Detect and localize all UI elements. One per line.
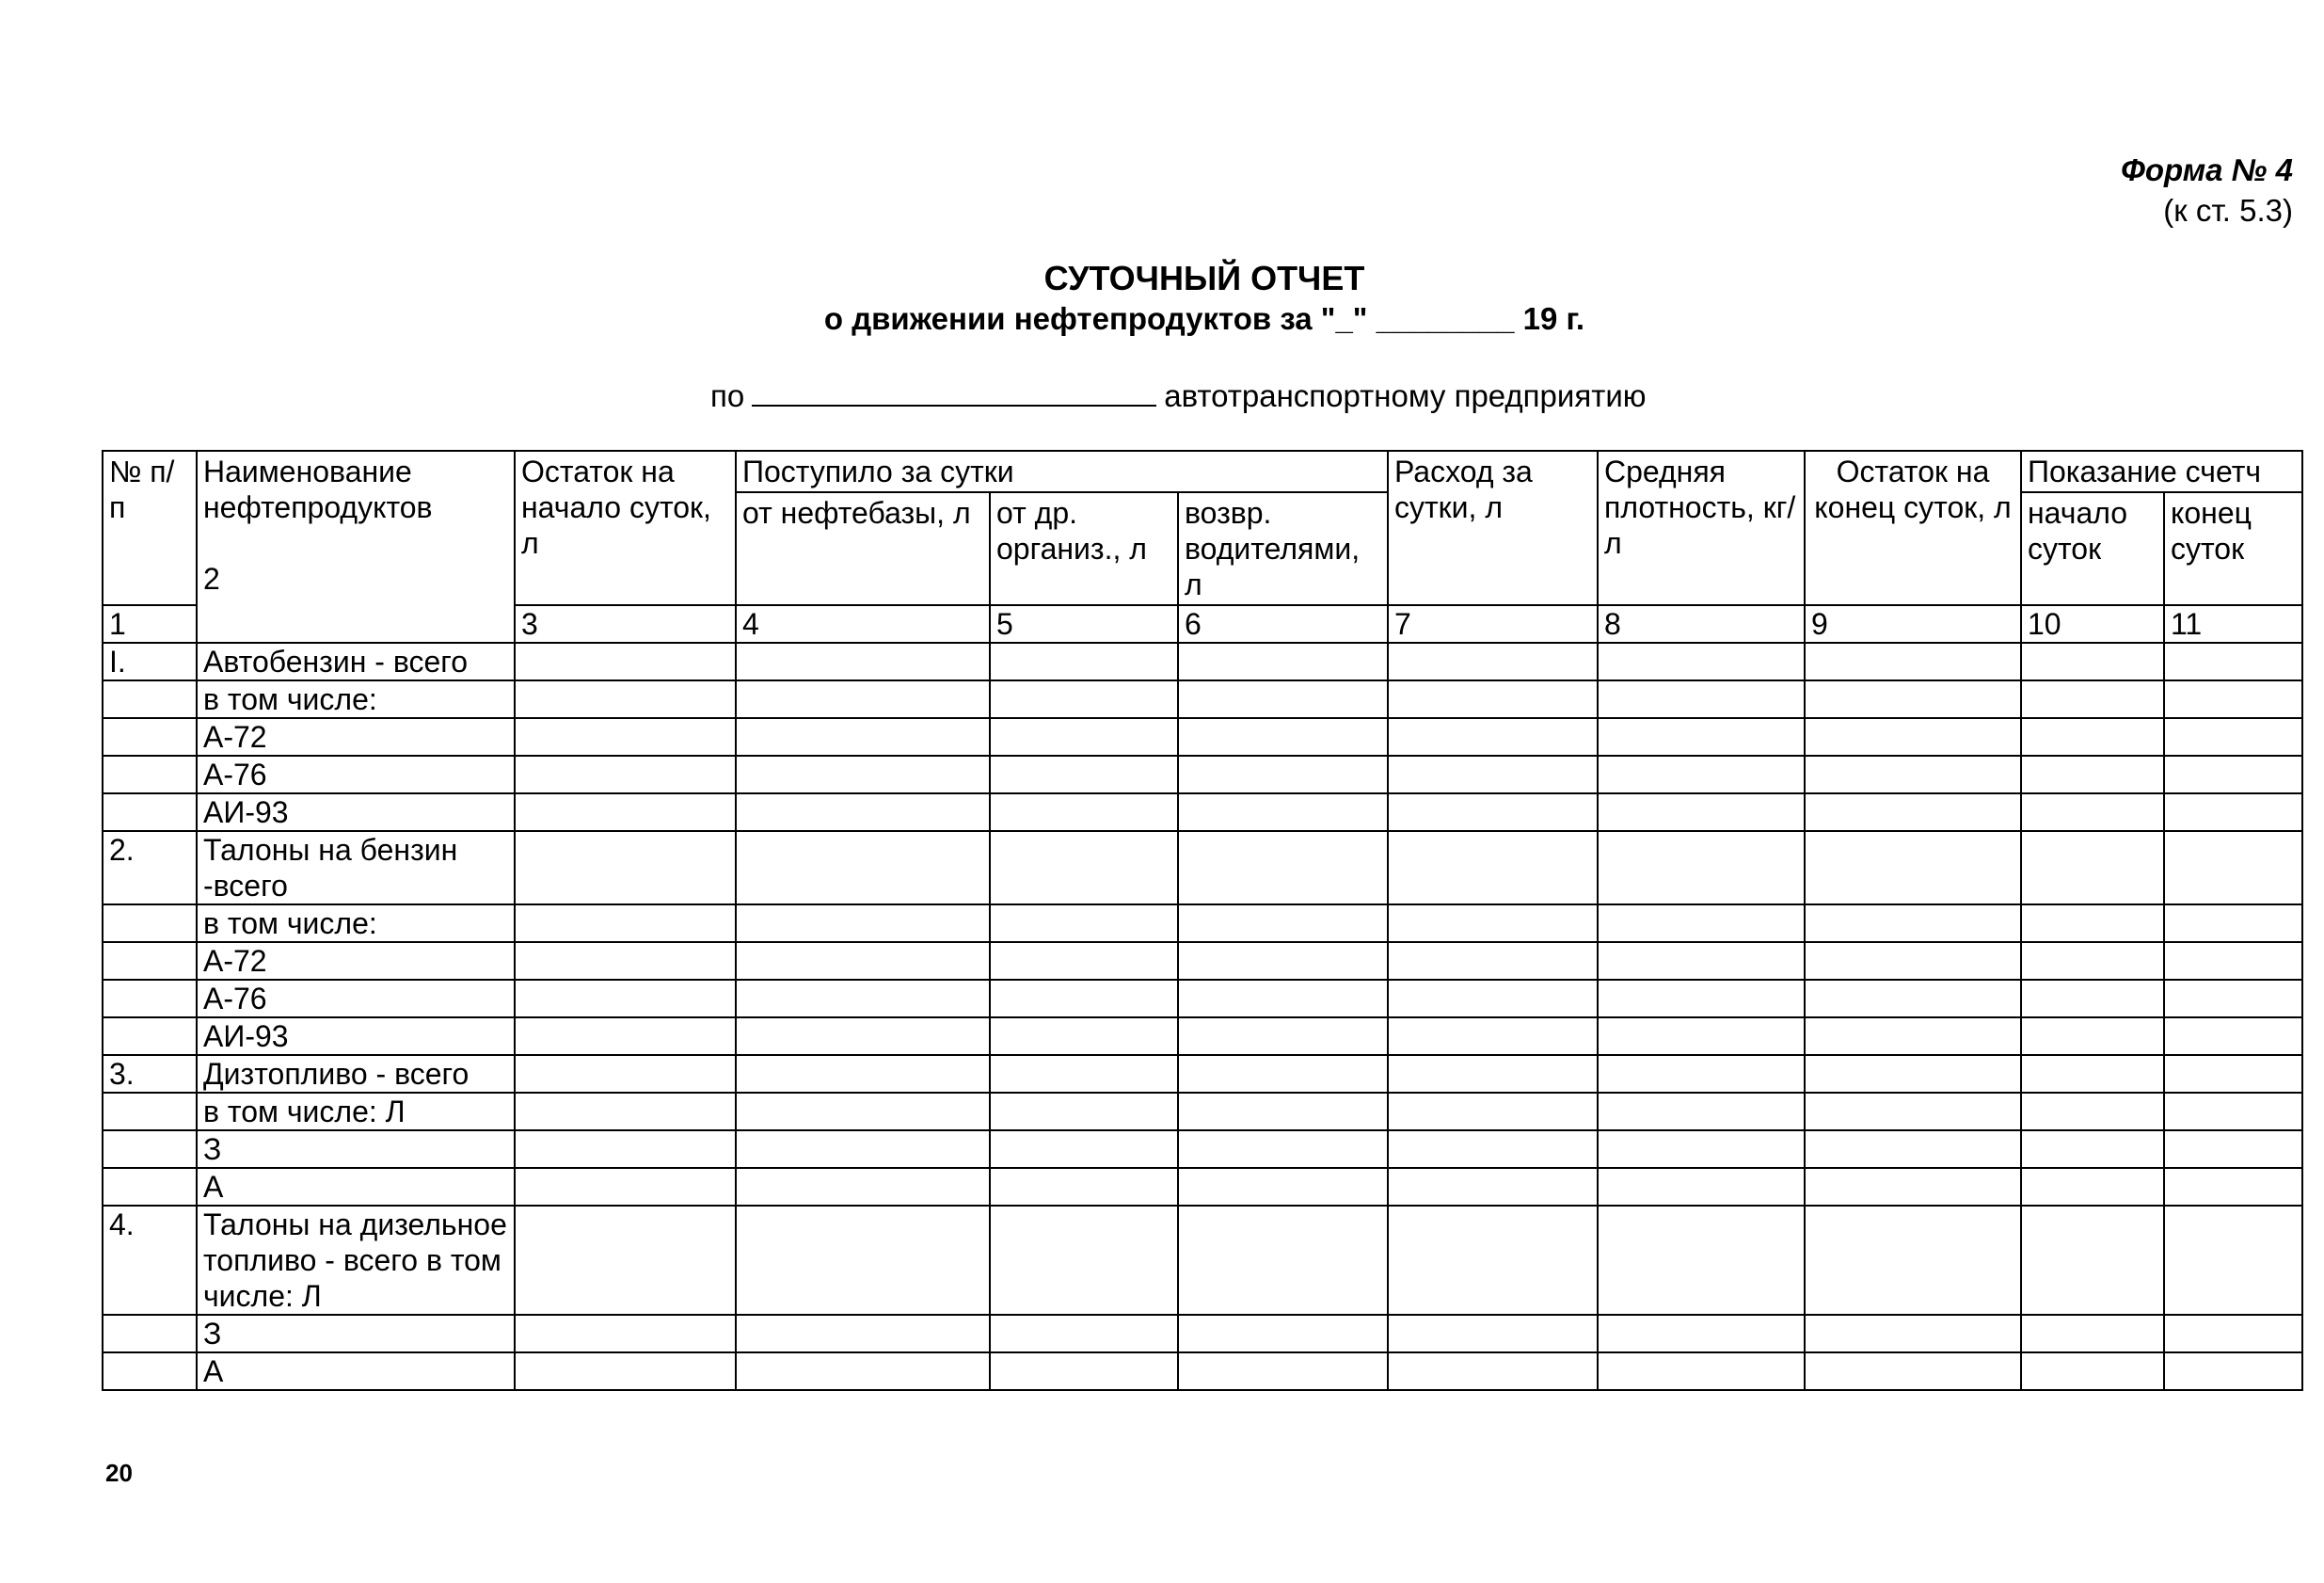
row-value-cell[interactable]: [1805, 1093, 2021, 1130]
row-value-cell[interactable]: [1178, 1093, 1388, 1130]
row-value-cell[interactable]: [736, 1206, 990, 1315]
row-number: [103, 1017, 197, 1055]
row-value-cell[interactable]: [736, 904, 990, 942]
row-value-cell[interactable]: [1178, 1315, 1388, 1352]
table-row: [103, 1055, 2302, 1093]
table-row: [103, 1130, 2302, 1168]
row-value-cell[interactable]: [515, 643, 736, 680]
row-value-cell[interactable]: [2021, 793, 2164, 831]
row-product-name: Дизтопливо - всего: [197, 1055, 515, 1093]
row-value-cell[interactable]: [990, 793, 1178, 831]
col-number: 8: [1598, 605, 1805, 643]
row-value-cell[interactable]: [2021, 942, 2164, 980]
row-value-cell[interactable]: [2164, 904, 2302, 942]
row-value-cell[interactable]: [1178, 942, 1388, 980]
row-value-cell[interactable]: [2164, 1168, 2302, 1206]
row-value-cell[interactable]: [2021, 1352, 2164, 1390]
row-value-cell[interactable]: [1388, 1017, 1598, 1055]
row-value-cell[interactable]: [1805, 756, 2021, 793]
table-row: [103, 756, 2302, 793]
row-value-cell[interactable]: [1805, 793, 2021, 831]
page-number: 20: [105, 1459, 133, 1487]
row-product-name: А-76: [197, 756, 515, 793]
table-row: [103, 904, 2302, 942]
row-value-cell[interactable]: [515, 680, 736, 718]
row-value-cell[interactable]: [515, 1352, 736, 1390]
row-value-cell[interactable]: [515, 756, 736, 793]
row-value-cell[interactable]: [1805, 1017, 2021, 1055]
header-row-1: [103, 451, 2302, 492]
row-number: I.: [103, 643, 197, 680]
row-product-name: А-76: [197, 980, 515, 1017]
table-row: [103, 1093, 2302, 1130]
row-value-cell[interactable]: [2021, 1206, 2164, 1315]
col-number: 1: [103, 605, 197, 643]
row-value-cell[interactable]: [990, 1093, 1178, 1130]
row-value-cell[interactable]: [1598, 1055, 1805, 1093]
row-number: [103, 980, 197, 1017]
form-number: Форма № 4: [2121, 152, 2293, 187]
row-value-cell[interactable]: [990, 1315, 1178, 1352]
document-title: СУТОЧНЫЙ ОТЧЕТ: [1043, 259, 1365, 297]
row-value-cell[interactable]: [2021, 1315, 2164, 1352]
row-value-cell[interactable]: [736, 980, 990, 1017]
table-row: [103, 1168, 2302, 1206]
row-value-cell[interactable]: [2021, 756, 2164, 793]
table-row: [103, 643, 2302, 680]
col-header-consumption: Расход за сутки, л: [1388, 451, 1598, 605]
row-value-cell[interactable]: [1805, 718, 2021, 756]
row-number: [103, 942, 197, 980]
row-value-cell[interactable]: [1805, 904, 2021, 942]
row-value-cell[interactable]: [1178, 718, 1388, 756]
row-product-name: А: [197, 1352, 515, 1390]
org-blank-field: [752, 380, 1156, 407]
row-value-cell[interactable]: [990, 643, 1178, 680]
row-number: [103, 1315, 197, 1352]
org-prefix: по: [710, 378, 745, 413]
row-value-cell[interactable]: [1388, 1352, 1598, 1390]
row-value-cell[interactable]: [736, 680, 990, 718]
row-product-name: З: [197, 1130, 515, 1168]
row-value-cell[interactable]: [1805, 1055, 2021, 1093]
row-value-cell[interactable]: [1388, 1055, 1598, 1093]
row-value-cell[interactable]: [1598, 1206, 1805, 1315]
row-value-cell[interactable]: [1178, 756, 1388, 793]
row-value-cell[interactable]: [1388, 942, 1598, 980]
row-value-cell[interactable]: [515, 904, 736, 942]
col-number: 9: [1805, 605, 2021, 643]
row-value-cell[interactable]: [2164, 1315, 2302, 1352]
row-value-cell[interactable]: [1178, 680, 1388, 718]
row-value-cell[interactable]: [1805, 831, 2021, 904]
row-number: 3.: [103, 1055, 197, 1093]
row-value-cell[interactable]: [1178, 1017, 1388, 1055]
row-value-cell[interactable]: [1805, 680, 2021, 718]
row-value-cell[interactable]: [1805, 1206, 2021, 1315]
row-number: [103, 1130, 197, 1168]
row-value-cell[interactable]: [1388, 1206, 1598, 1315]
row-value-cell[interactable]: [2021, 1093, 2164, 1130]
row-value-cell[interactable]: [736, 1130, 990, 1168]
row-value-cell[interactable]: [736, 756, 990, 793]
row-value-cell[interactable]: [1805, 980, 2021, 1017]
document-subtitle: о движении нефтепродуктов за "_" ________ 19 г.: [823, 301, 1585, 336]
row-value-cell[interactable]: [2164, 1130, 2302, 1168]
row-value-cell[interactable]: [2021, 1130, 2164, 1168]
row-number: [103, 718, 197, 756]
table-row: [103, 1017, 2302, 1055]
col-number: 7: [1388, 605, 1598, 643]
row-value-cell[interactable]: [990, 904, 1178, 942]
row-value-cell[interactable]: [1388, 1168, 1598, 1206]
row-value-cell[interactable]: [515, 1055, 736, 1093]
row-value-cell[interactable]: [515, 1315, 736, 1352]
form-reference: (к ст. 5.3): [2163, 193, 2293, 228]
row-value-cell[interactable]: [1388, 1130, 1598, 1168]
row-value-cell[interactable]: [2021, 718, 2164, 756]
row-value-cell[interactable]: [2164, 756, 2302, 793]
row-value-cell[interactable]: [736, 942, 990, 980]
col-header-returned: возвр. водителями, л: [1178, 492, 1388, 605]
row-value-cell[interactable]: [1178, 643, 1388, 680]
row-value-cell[interactable]: [2164, 980, 2302, 1017]
row-value-cell[interactable]: [1178, 1352, 1388, 1390]
row-value-cell[interactable]: [990, 1055, 1178, 1093]
row-value-cell[interactable]: [990, 680, 1178, 718]
row-value-cell[interactable]: [1388, 718, 1598, 756]
row-value-cell[interactable]: [1805, 1352, 2021, 1390]
row-value-cell[interactable]: [1598, 1168, 1805, 1206]
row-value-cell[interactable]: [2164, 831, 2302, 904]
row-value-cell[interactable]: [990, 831, 1178, 904]
row-value-cell[interactable]: [1805, 643, 2021, 680]
table-row: [103, 942, 2302, 980]
row-value-cell[interactable]: [2021, 1017, 2164, 1055]
row-product-name: АИ-93: [197, 793, 515, 831]
row-value-cell[interactable]: [736, 1315, 990, 1352]
row-value-cell[interactable]: [990, 1168, 1178, 1206]
row-product-name: в том числе: Л: [197, 1093, 515, 1130]
row-product-name: в том числе:: [197, 680, 515, 718]
row-value-cell[interactable]: [515, 1206, 736, 1315]
col-header-start-balance: Остаток на начало суток, л: [515, 451, 736, 605]
row-value-cell[interactable]: [515, 1093, 736, 1130]
row-value-cell[interactable]: [515, 1017, 736, 1055]
row-value-cell[interactable]: [2021, 980, 2164, 1017]
row-value-cell[interactable]: [1388, 1315, 1598, 1352]
row-value-cell[interactable]: [1805, 1168, 2021, 1206]
row-value-cell[interactable]: [1598, 904, 1805, 942]
row-value-cell[interactable]: [736, 1093, 990, 1130]
row-value-cell[interactable]: [1598, 1130, 1805, 1168]
row-value-cell[interactable]: [1178, 1206, 1388, 1315]
row-product-name: З: [197, 1315, 515, 1352]
row-value-cell[interactable]: [515, 831, 736, 904]
row-number: [103, 1093, 197, 1130]
row-value-cell[interactable]: [515, 980, 736, 1017]
col-header-name-label: Наименование нефтепродуктов: [203, 455, 433, 524]
col-header-density: Средняя плотность, кг/л: [1598, 451, 1805, 605]
row-value-cell[interactable]: [736, 718, 990, 756]
row-value-cell[interactable]: [990, 980, 1178, 1017]
row-value-cell[interactable]: [1598, 831, 1805, 904]
col-header-meter-group: Показание счетч: [2021, 451, 2302, 492]
row-product-name: А: [197, 1168, 515, 1206]
row-value-cell[interactable]: [1388, 756, 1598, 793]
row-value-cell[interactable]: [990, 942, 1178, 980]
col-number: 6: [1178, 605, 1388, 643]
col-number: 5: [990, 605, 1178, 643]
row-value-cell[interactable]: [2164, 942, 2302, 980]
row-value-cell[interactable]: [2021, 904, 2164, 942]
row-value-cell[interactable]: [2164, 1017, 2302, 1055]
row-value-cell[interactable]: [2164, 793, 2302, 831]
row-value-cell[interactable]: [736, 1352, 990, 1390]
table-row: [103, 680, 2302, 718]
row-value-cell[interactable]: [1598, 643, 1805, 680]
row-value-cell[interactable]: [736, 643, 990, 680]
row-value-cell[interactable]: [1388, 904, 1598, 942]
col-header-num: № п/п: [103, 451, 197, 605]
row-value-cell[interactable]: [515, 793, 736, 831]
col-number: 3: [515, 605, 736, 643]
row-product-name: А-72: [197, 942, 515, 980]
row-value-cell[interactable]: [1598, 942, 1805, 980]
table-row: [103, 1315, 2302, 1352]
row-value-cell[interactable]: [2021, 680, 2164, 718]
row-value-cell[interactable]: [2021, 643, 2164, 680]
row-value-cell[interactable]: [2021, 831, 2164, 904]
row-value-cell[interactable]: [1598, 1315, 1805, 1352]
row-value-cell[interactable]: [736, 793, 990, 831]
row-value-cell[interactable]: [2164, 1055, 2302, 1093]
row-value-cell[interactable]: [1388, 831, 1598, 904]
row-value-cell[interactable]: [2164, 643, 2302, 680]
row-value-cell[interactable]: [1178, 904, 1388, 942]
col-header-name: [197, 451, 515, 643]
row-number: 2.: [103, 831, 197, 904]
row-value-cell[interactable]: [1598, 980, 1805, 1017]
row-value-cell[interactable]: [515, 942, 736, 980]
row-value-cell[interactable]: [1598, 756, 1805, 793]
col-header-received-group: Поступило за сутки: [736, 451, 1388, 492]
row-value-cell[interactable]: [1388, 680, 1598, 718]
row-value-cell[interactable]: [1388, 643, 1598, 680]
row-product-name: А-72: [197, 718, 515, 756]
row-value-cell[interactable]: [1388, 980, 1598, 1017]
row-value-cell[interactable]: [2164, 680, 2302, 718]
row-value-cell[interactable]: [1178, 1055, 1388, 1093]
row-value-cell[interactable]: [990, 756, 1178, 793]
col-header-name-number: 2: [203, 562, 220, 596]
row-product-name: в том числе:: [197, 904, 515, 942]
row-value-cell[interactable]: [2164, 1206, 2302, 1315]
row-product-name: АИ-93: [197, 1017, 515, 1055]
row-number: [103, 756, 197, 793]
table-row: [103, 1352, 2302, 1390]
table-row: [103, 718, 2302, 756]
col-header-meter-start: начало суток: [2021, 492, 2164, 605]
row-value-cell[interactable]: [990, 1352, 1178, 1390]
col-header-end-balance: Остаток на конец суток, л: [1805, 451, 2021, 605]
table-row: [103, 980, 2302, 1017]
col-header-from-other: от др. организ., л: [990, 492, 1178, 605]
report-table: [102, 450, 2303, 1391]
row-value-cell[interactable]: [1178, 980, 1388, 1017]
row-product-name: Талоны на дизельное топливо - всего в том числе: Л: [197, 1206, 515, 1315]
row-value-cell[interactable]: [515, 1168, 736, 1206]
row-value-cell[interactable]: [1178, 1168, 1388, 1206]
row-value-cell[interactable]: [515, 1130, 736, 1168]
col-number: 4: [736, 605, 990, 643]
row-value-cell[interactable]: [990, 718, 1178, 756]
row-value-cell[interactable]: [1598, 1093, 1805, 1130]
row-value-cell[interactable]: [2021, 1055, 2164, 1093]
row-value-cell[interactable]: [736, 1055, 990, 1093]
row-value-cell[interactable]: [1598, 718, 1805, 756]
col-number: 11: [2164, 605, 2302, 643]
row-value-cell[interactable]: [2164, 718, 2302, 756]
table-row: [103, 1206, 2302, 1315]
row-product-name: Талоны на бензин -всего: [197, 831, 515, 904]
row-number: [103, 680, 197, 718]
row-value-cell[interactable]: [990, 1130, 1178, 1168]
row-value-cell[interactable]: [1178, 1130, 1388, 1168]
row-number: 4.: [103, 1206, 197, 1315]
row-number: [103, 1352, 197, 1390]
row-value-cell[interactable]: [990, 1206, 1178, 1315]
col-header-from-depot: от нефтебазы, л: [736, 492, 990, 605]
row-value-cell[interactable]: [2021, 1168, 2164, 1206]
row-value-cell[interactable]: [736, 1017, 990, 1055]
row-value-cell[interactable]: [1805, 1315, 2021, 1352]
row-value-cell[interactable]: [1598, 1352, 1805, 1390]
row-value-cell[interactable]: [1805, 1130, 2021, 1168]
col-header-meter-end: конец суток: [2164, 492, 2302, 605]
row-value-cell[interactable]: [515, 718, 736, 756]
row-value-cell[interactable]: [1598, 1017, 1805, 1055]
row-number: [103, 904, 197, 942]
row-value-cell[interactable]: [1178, 793, 1388, 831]
row-number: [103, 1168, 197, 1206]
organization-line: [710, 378, 1647, 414]
row-value-cell[interactable]: [1178, 831, 1388, 904]
row-value-cell[interactable]: [736, 1168, 990, 1206]
row-value-cell[interactable]: [1388, 793, 1598, 831]
row-value-cell[interactable]: [1388, 1093, 1598, 1130]
row-product-name: Автобензин - всего: [197, 643, 515, 680]
row-value-cell[interactable]: [736, 831, 990, 904]
table-row: [103, 831, 2302, 904]
row-number: [103, 793, 197, 831]
row-value-cell[interactable]: [2164, 1093, 2302, 1130]
row-value-cell[interactable]: [990, 1017, 1178, 1055]
row-value-cell[interactable]: [1598, 793, 1805, 831]
col-number: 10: [2021, 605, 2164, 643]
row-value-cell[interactable]: [1805, 942, 2021, 980]
row-value-cell[interactable]: [1598, 680, 1805, 718]
org-suffix: автотранспортному предприятию: [1164, 378, 1647, 413]
table-row: [103, 793, 2302, 831]
row-value-cell[interactable]: [2164, 1352, 2302, 1390]
